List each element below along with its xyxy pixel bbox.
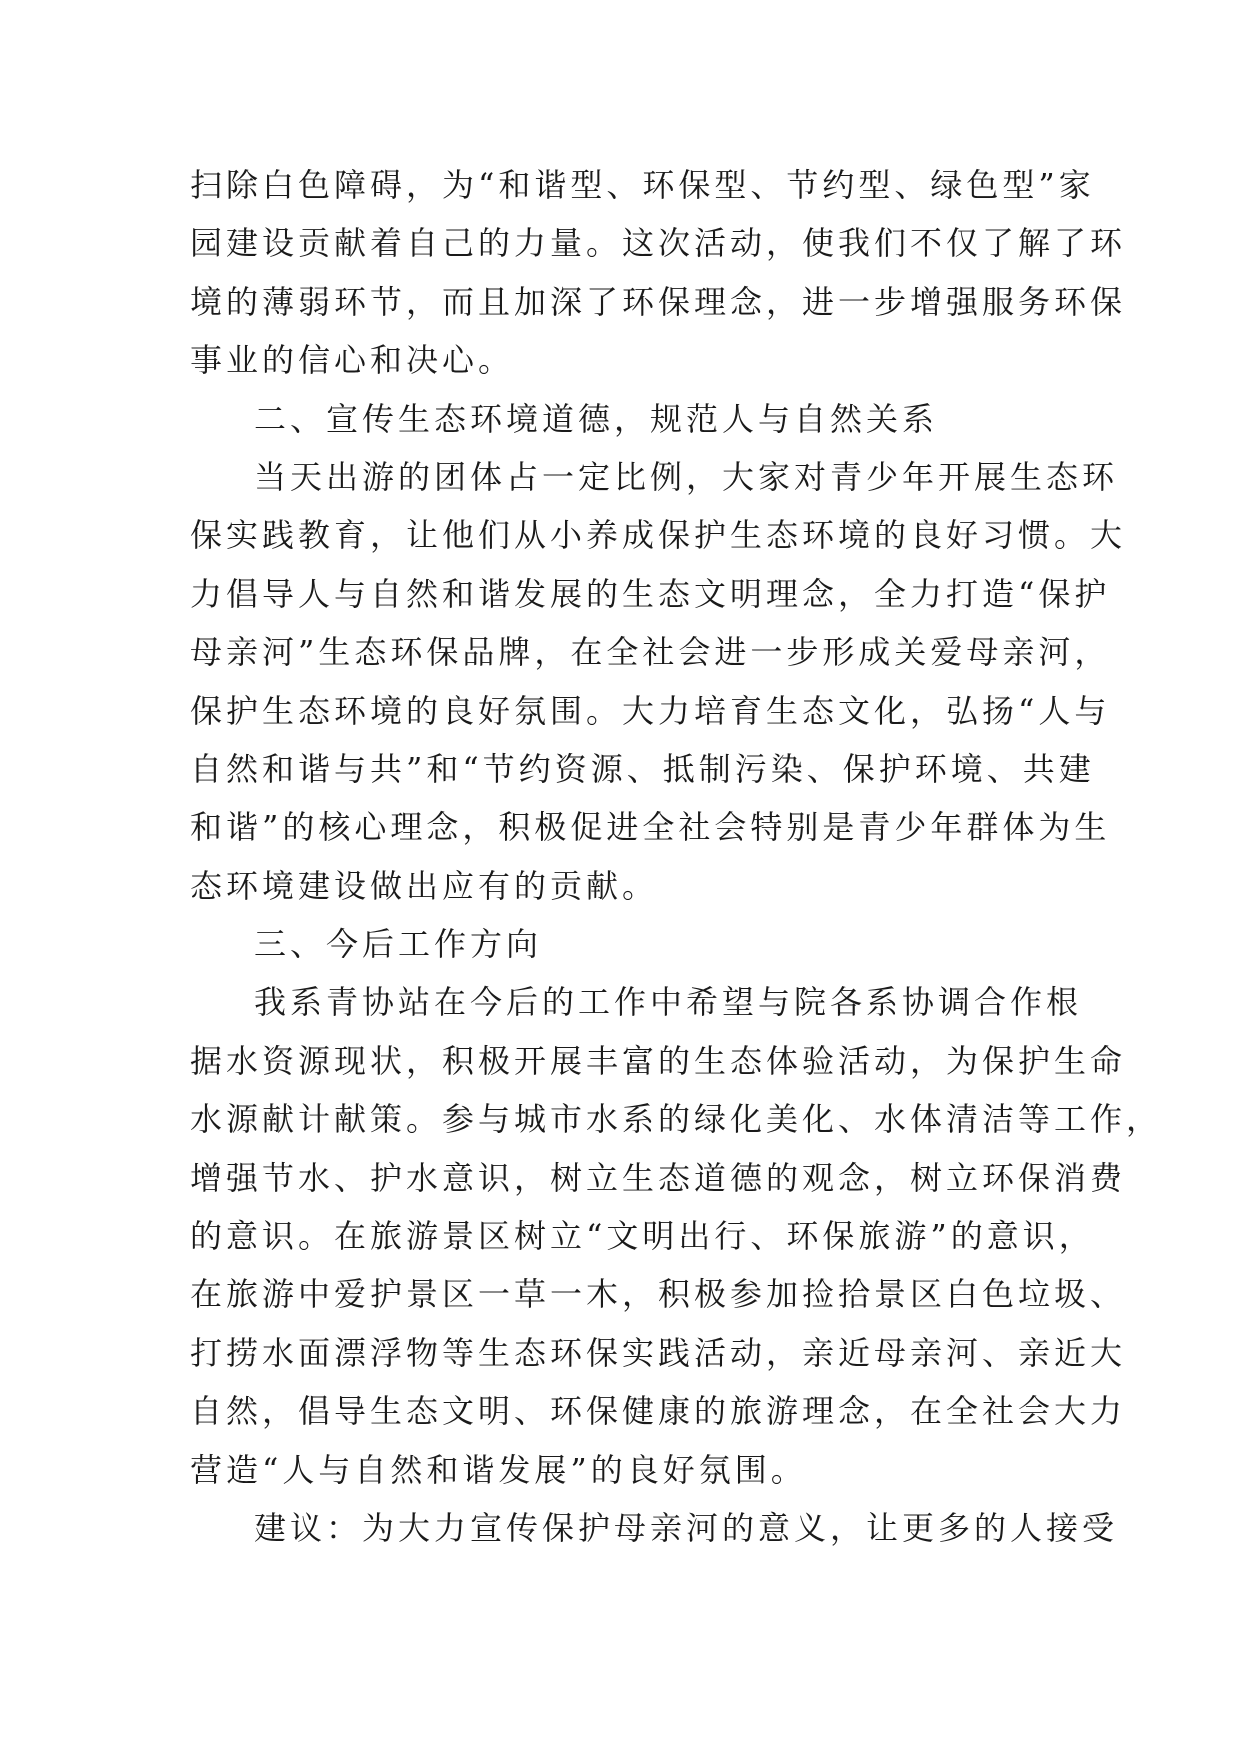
text-line: 境的薄弱环节，而且加深了环保理念，进一步增强服务环保 — [190, 282, 1127, 321]
text-line: 打捞水面漂浮物等生态环保实践活动，亲近母亲河、亲近大 — [190, 1333, 1127, 1372]
paragraph-start-line: 当天出游的团体占一定比例，大家对青少年开展生态环 — [254, 457, 1119, 496]
text-line: 母亲河”生态环保品牌，在全社会进一步形成关爱母亲河， — [190, 633, 1111, 672]
paragraph-start-line: 我系青协站在今后的工作中希望与院各系协调合作根 — [254, 983, 1083, 1022]
text-line: 力倡导人与自然和谐发展的生态文明理念，全力打造“保护 — [190, 574, 1111, 613]
text-line: 在旅游中爱护景区一草一木，积极参加捡拾景区白色垃圾、 — [190, 1275, 1127, 1314]
text-line: 水源献计献策。参与城市水系的绿化美化、水体清洁等工作， — [190, 1100, 1163, 1139]
text-line: 自然，倡导生态文明、环保健康的旅游理念，在全社会大力 — [190, 1392, 1127, 1431]
body-text — [190, 156, 1163, 1557]
text-line: 和谐”的核心理念，积极促进全社会特别是青少年群体为生 — [190, 808, 1111, 847]
text-line: 园建设贡献着自己的力量。这次活动，使我们不仅了解了环 — [190, 224, 1127, 263]
text-line: 事业的信心和决心。 — [190, 341, 515, 380]
paragraph-start-line: 建议：为大力宣传保护母亲河的意义，让更多的人接受 — [254, 1508, 1119, 1547]
text-line: 保护生态环境的良好氛围。大力培育生态文化，弘扬“人与 — [190, 691, 1111, 730]
text-line: 扫除白色障碍，为“和谐型、环保型、节约型、绿色型”家 — [190, 166, 1095, 204]
paragraph-start-line: 三、今后工作方向 — [254, 925, 543, 964]
text-line: 的意识。在旅游景区树立“文明出行、环保旅游”的意识， — [190, 1217, 1095, 1256]
text-line: 增强节水、护水意识，树立生态道德的观念，树立环保消费 — [190, 1158, 1127, 1197]
text-line: 营造“人与自然和谐发展”的良好氛围。 — [190, 1450, 807, 1489]
text-line: 保实践教育，让他们从小养成保护生态环境的良好习惯。大 — [190, 516, 1127, 555]
text-line: 据水资源现状，积极开展丰富的生态体验活动，为保护生命 — [190, 1041, 1127, 1080]
text-line: 态环境建设做出应有的贡献。 — [190, 866, 659, 905]
paragraph-start-line: 二、宣传生态环境道德，规范人与自然关系 — [254, 399, 939, 438]
text-line: 自然和谐与共”和“节约资源、抵制污染、保护环境、共建 — [190, 749, 1095, 788]
